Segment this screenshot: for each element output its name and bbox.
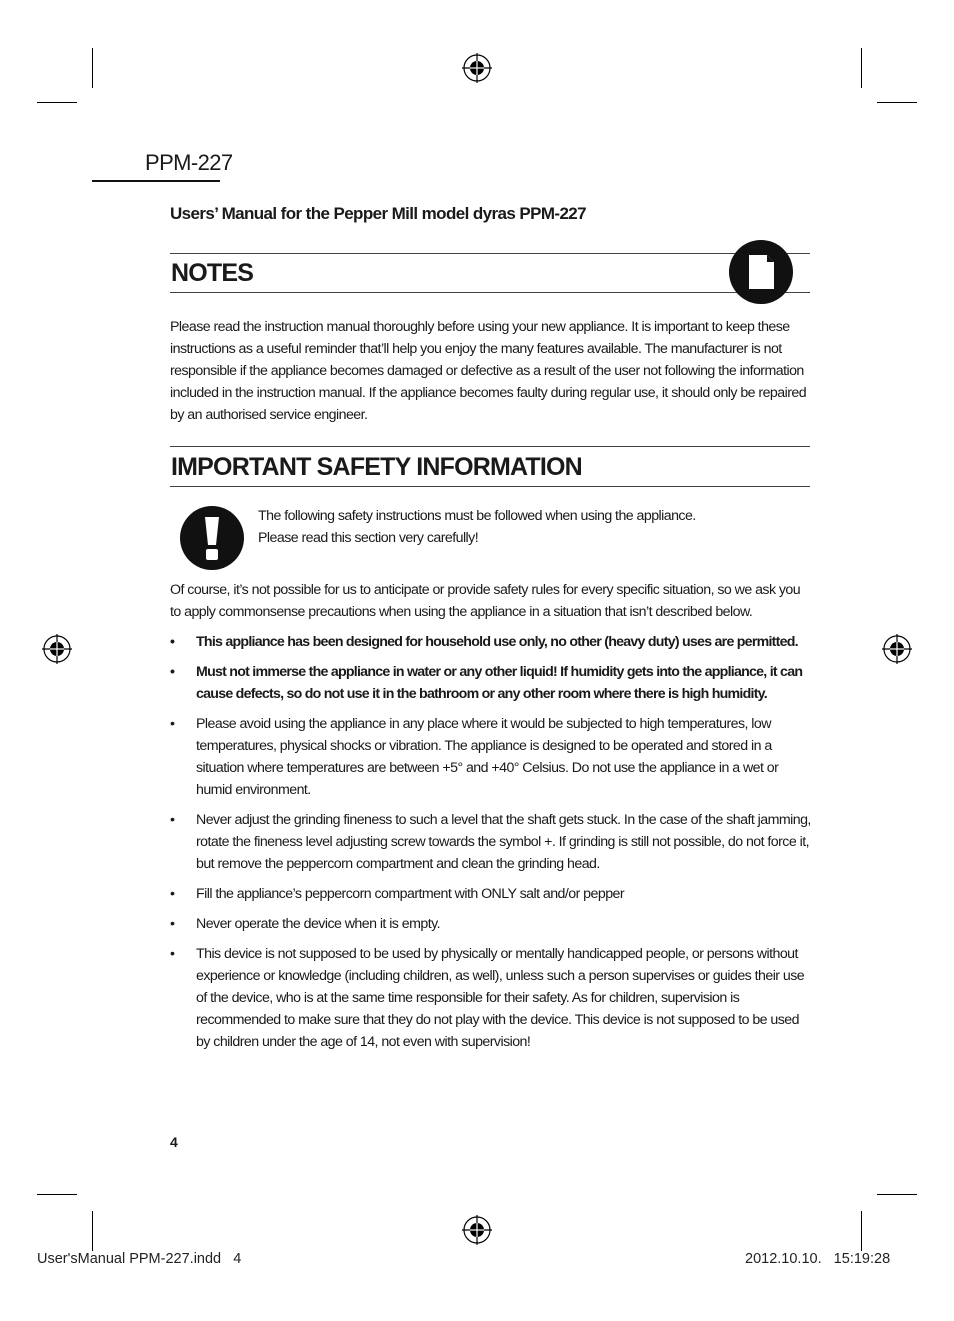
list-item [170,661,812,705]
exclamation-icon [179,505,245,571]
bullet-marker: • [170,634,175,650]
bullet-marker: • [170,886,175,902]
registration-mark-icon [462,1215,492,1245]
list-item [170,913,812,935]
list-item [170,631,812,653]
warning-line: The following safety instructions must be followed when using the appliance. [258,508,696,524]
section-rule [170,446,810,447]
bullet-marker: • [170,812,175,828]
warning-line: Please read this section very carefully! [258,530,479,546]
list-item-text: Never adjust the grinding fineness to such a level that the shaft gets stuck. In the case of the shaft jamming, rotate the fineness level adjusting screw towards the symbol +. If grinding is still not possible, do not force it, but remove the peppercorn compartment and clean the grinding head. [196,812,811,872]
registration-mark-icon [42,634,72,664]
list-item [170,943,812,1053]
section-rule [170,486,810,487]
registration-mark-icon [882,634,912,664]
crop-mark [877,1194,917,1195]
bullet-marker: • [170,716,175,732]
list-item-text: This appliance has been designed for household use only, no other (heavy duty) uses are permitted. [196,634,798,650]
warning-text [258,505,798,549]
slug-timestamp: 2012.10.10. 15:19:28 [745,1251,891,1267]
model-underline [92,180,220,182]
section-rule [170,292,810,293]
crop-mark [877,102,917,103]
section-rule [170,253,810,254]
list-item-text: Never operate the device when it is empty. [196,916,440,932]
crop-mark [92,1211,93,1251]
crop-mark [861,1211,862,1251]
list-item [170,809,812,875]
page-number: 4 [170,1134,178,1150]
registration-mark-icon [462,53,492,83]
model-title: PPM-227 [145,150,233,175]
document-subtitle: Users’ Manual for the Pepper Mill model dyras PPM-227 [170,204,587,223]
document-icon [728,239,794,305]
bullet-marker: • [170,946,175,962]
list-item-text: Please avoid using the appliance in any place where it would be subjected to high temperatures, low temperatures, physical shocks or vibration. The appliance is designed to be operated and stored in a situation where temperatures are between +5° and +40° Celsius. Do not use the appliance in a wet or humid environment. [196,716,779,798]
notes-heading: NOTES [171,259,254,287]
notes-body: Please read the instruction manual thoroughly before using your new appliance. It is important to keep these instructions as a useful reminder that’ll help you enjoy the many features available. The manufacturer is not responsible if the appliance becomes damaged or defective as a result of the user not following the information included in the instruction manual. If the appliance becomes faulty during regular use, it should only be repaired by an authorised service engineer. [170,319,807,423]
list-item-text: Must not immerse the appliance in water or any other liquid! If humidity gets into the appliance, it can cause defects, so do not use it in the bathroom or any other room where there is high humidity. [196,664,803,702]
bullet-marker: • [170,664,175,680]
list-item-text: This device is not supposed to be used by physically or mentally handicapped people, or persons without experience or knowledge (including children, as well), unless such a person supervises or guides their use of the device, who is at the same time responsible for their safety. As for children, supervision is recommended to make sure that they do not play with the device. This device is not supposed to be used by children under the age of 14, not even with supervision! [196,946,805,1050]
safety-heading: IMPORTANT SAFETY INFORMATION [171,453,582,481]
bullet-marker: • [170,916,175,932]
crop-mark [861,48,862,88]
safety-list [170,631,812,1061]
crop-mark [92,48,93,88]
list-item [170,883,812,905]
list-item [170,713,812,801]
slug-filename: User'sManual PPM-227.indd 4 [37,1251,242,1267]
safety-intro: Of course, it’s not possible for us to anticipate or provide safety rules for every specific situation, so we ask you to apply commonsense precautions when using the appliance in a situation that isn’t described below. [170,582,801,620]
crop-mark [37,102,77,103]
list-item-text: Fill the appliance’s peppercorn compartment with ONLY salt and/or pepper [196,886,625,902]
crop-mark [37,1194,77,1195]
